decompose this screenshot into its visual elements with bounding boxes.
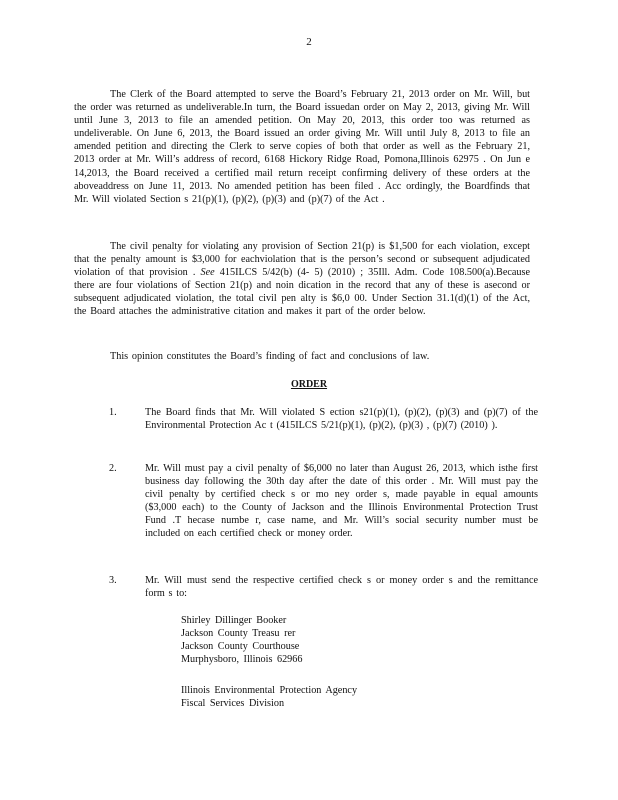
order-item-number: 2. — [109, 463, 117, 474]
order-item-number: 1. — [109, 407, 117, 418]
address-line: Fiscal Services Division — [181, 698, 285, 710]
order-heading: ORDER — [290, 379, 328, 390]
order-item-text: Mr. Will must send the respective certified check s or money order s and the remittance form s to: — [145, 575, 538, 600]
see-citation-signal: See — [200, 267, 215, 279]
address-line: Murphysboro, Illinois 62966 — [181, 654, 303, 666]
order-item-text: Mr. Will must pay a civil penalty of $6,000 no later than August 26, 2013, which isthe first business day following the 30th day after the date of this order . Mr. Will must pay the civil penalty by certified check s or mo ney order s, made payable in equal amounts ($3,000 each) to the County of Jackson and the Illinois Environmental Protection Trust Fund .T hecase numbe r, case name, and Mr. Will’s social security number must be included on each certified check or money order. — [145, 463, 538, 540]
address-line: Jackson County Treasu rer — [181, 628, 296, 640]
paragraph-civil-penalty — [74, 240, 530, 319]
address-line: Illinois Environmental Protection Agency — [181, 685, 358, 696]
address-block-jackson-county — [181, 614, 302, 666]
paragraph-findings-statement: This opinion constitutes the Board’s finding of fact and conclusions of law. — [110, 351, 430, 362]
address-block-iepa — [181, 684, 357, 710]
paragraph-civil-penalty-part2: 415ILCS 5/42(b) (4- 5) (2010) ; 35Ill. Adm. Code 108.500(a).Because there are four violations of Section 21(p) and noin dication in the record that any of these is asecond or subsequent adjudicated violation, the total civil pen alty is $6,0 00. Under Section 31.1(d)(1) of the Act, the Board attaches the administrative citation and makes it part of the order below. — [74, 267, 530, 318]
order-item-text: The Board finds that Mr. Will violated S ection s21(p)(1), (p)(2), (p)(3) and (p)(7) of the Environmental Protection Ac t (415ILCS 5/21(p)(1), (p)(2), (p)(3) , (p)(7) (2010) ). — [145, 407, 538, 432]
paragraph-service-attempts: The Clerk of the Board attempted to serve the Board’s February 21, 2013 order on Mr. Will, but the order was returned as undeliverable.In turn, the Board issuedan order on May 2, 2013, giving Mr. Will until June 3, 2013 to file an amended petition. On May 20, 2013, this order too was returned as undeliverable. On June 6, 2013, the Board issued an order giving Mr. Will until July 8, 2013 to file an amended petition and directing the Clerk to serve copies of both that order as well as the February 21, 2013 order at Mr. Will’s address of record, 6168 Hickory Ridge Road, Pomona,Illinois 62975 . On Jun e 14,2013, the Board received a certified mail return receipt confirming delivery of these orders at the aboveaddress on June 11, 2013. No amended petition has been filed . Acc ordingly, the Boardfinds that Mr. Will violated Section s 21(p)(1), (p)(2), (p)(3) and (p)(7) of the Act . — [74, 89, 530, 205]
address-line: Shirley Dillinger Booker — [181, 615, 287, 626]
address-line: Jackson County Courthouse — [181, 641, 300, 653]
page-number: 2 — [306, 36, 312, 48]
paragraph-civil-penalty-part1: The civil penalty for violating any provision of Section 21(p) is $1,500 for each violation, except that the penalty amount is $3,000 for eachviolation that is the person’s second or subsequent adjudicated violation of that provision . — [74, 241, 530, 279]
order-item-number: 3. — [109, 575, 117, 586]
